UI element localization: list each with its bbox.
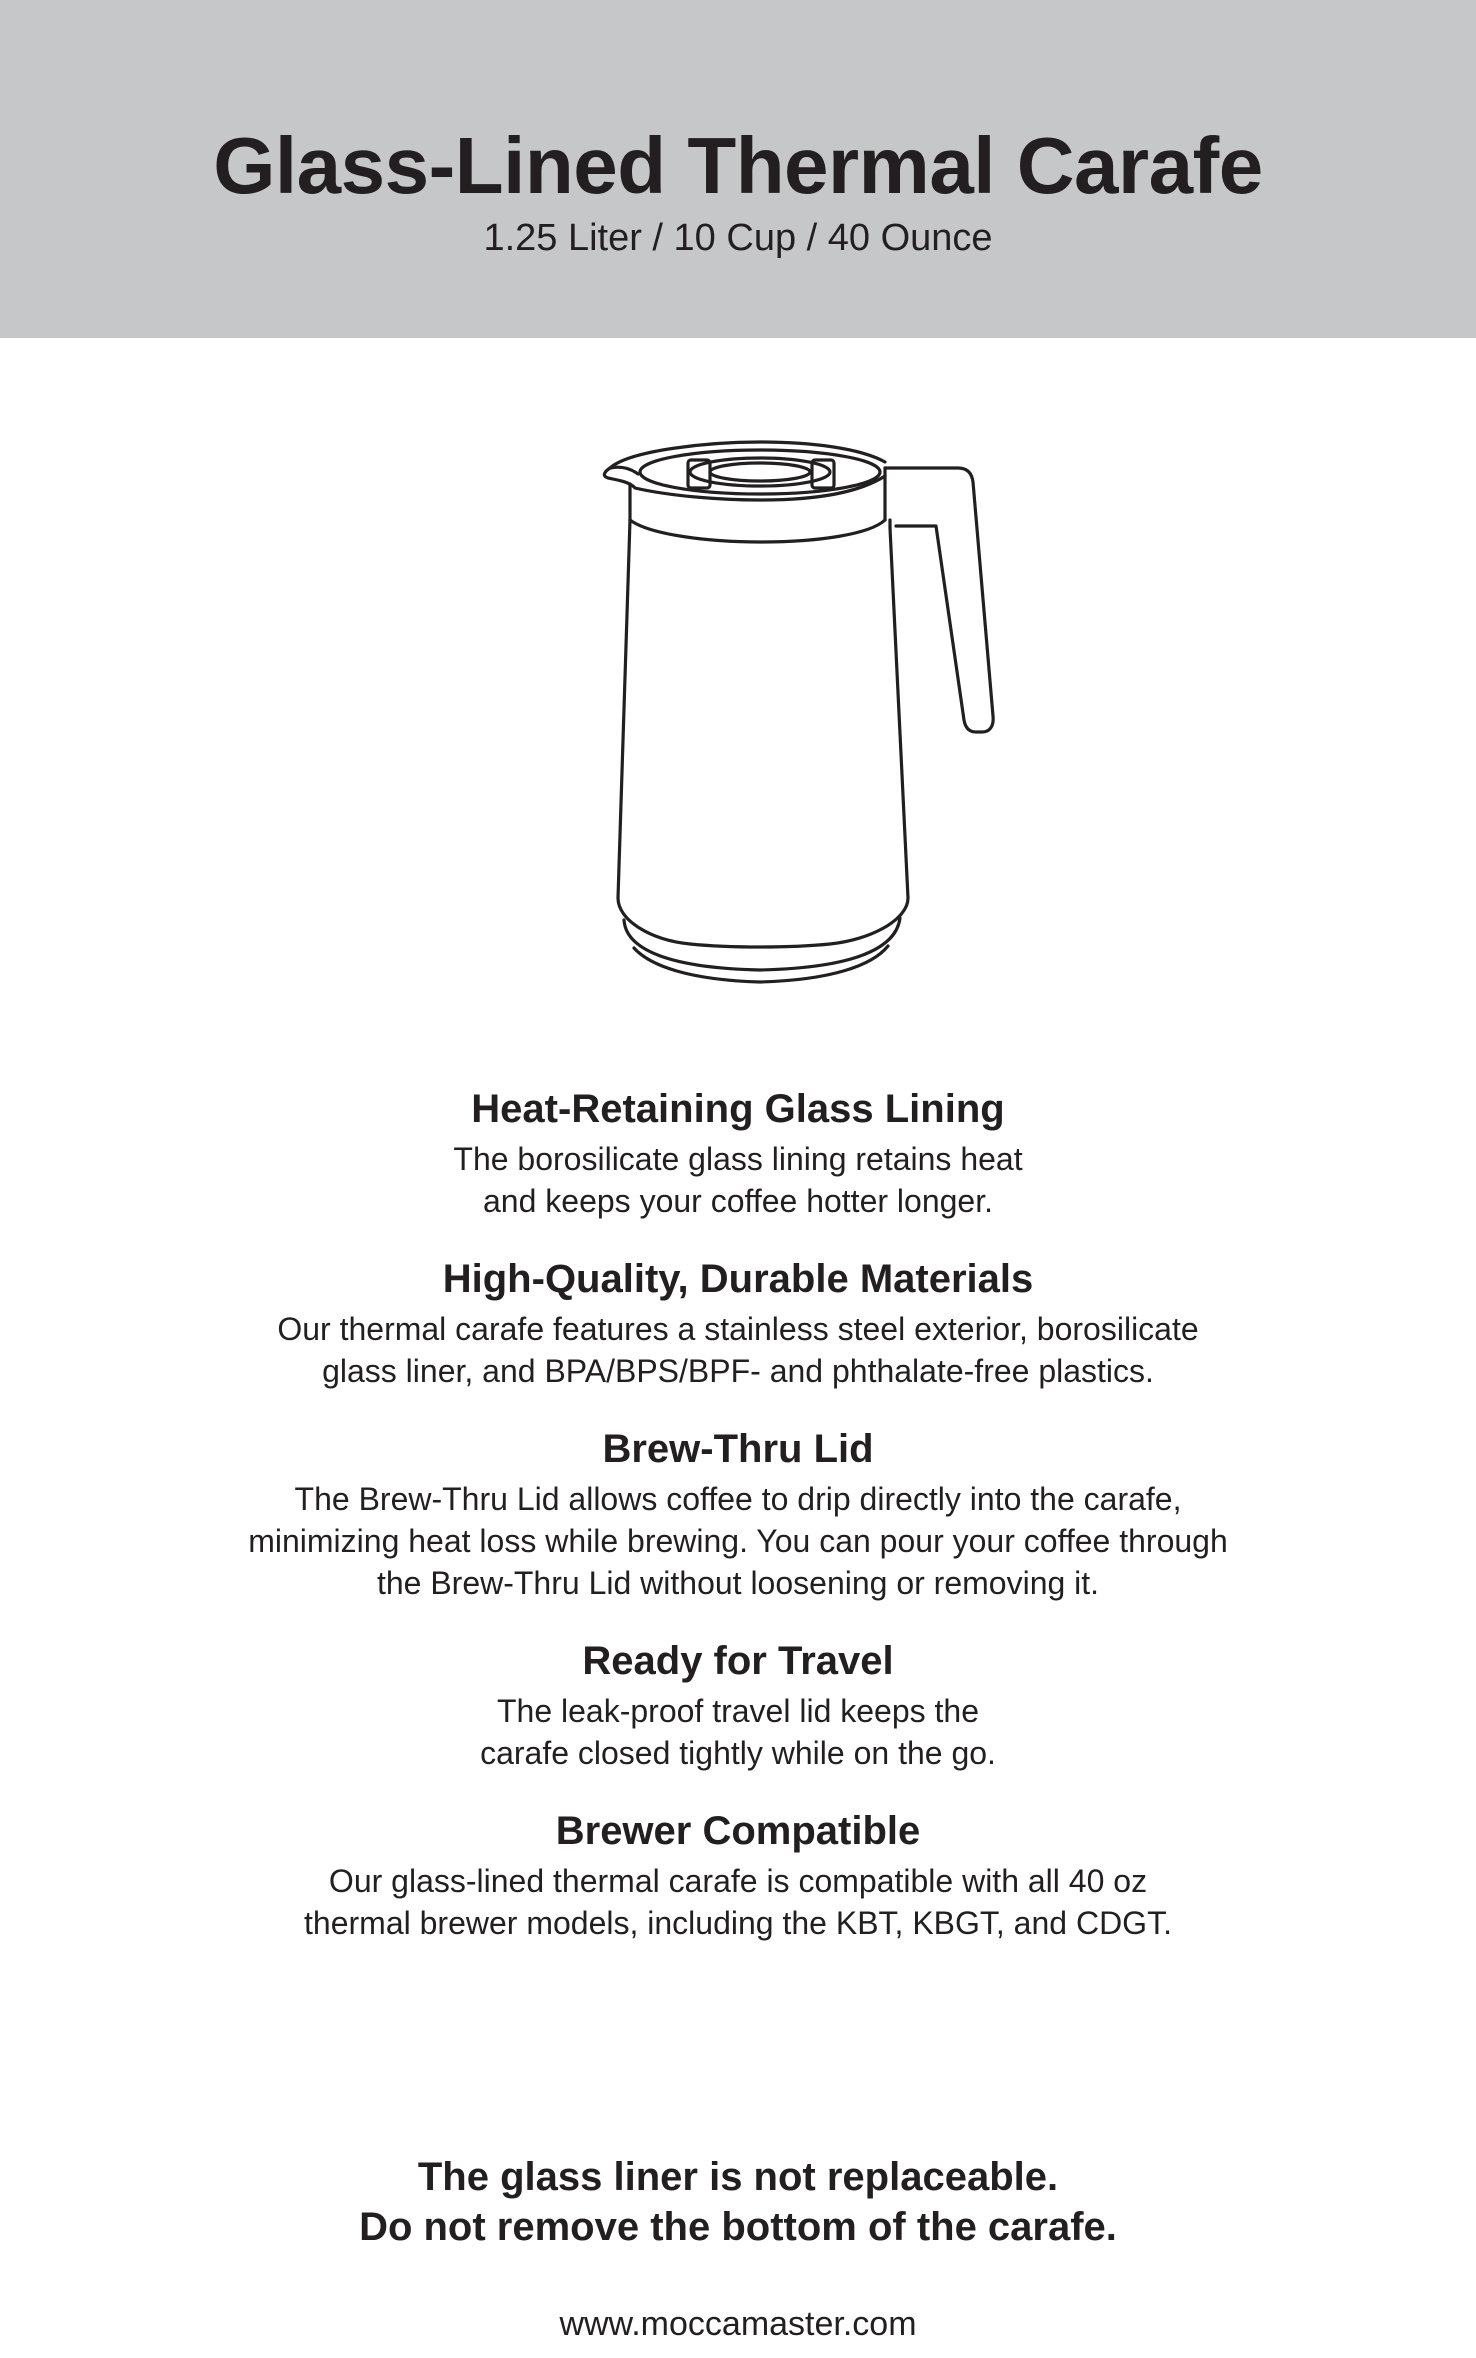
feature-list [0,1080,1476,1972]
feature-travel [0,1632,1476,1774]
feature-glass-lining [0,1080,1476,1222]
feature-title: Brew-Thru Lid [602,1427,874,1471]
feature-description: Our thermal carafe features a stainless steel exterior, borosilicate glass liner, and BPA/BPS/BPF- and phthalate-free plastics. [277,1311,1199,1389]
feature-title: Heat-Retaining Glass Lining [471,1087,1005,1131]
feature-title: Ready for Travel [582,1639,894,1683]
feature-materials [0,1250,1476,1392]
feature-description: The borosilicate glass lining retains heat and keeps your coffee hotter longer. [453,1141,1023,1219]
feature-brew-thru-lid [0,1420,1476,1604]
website-link[interactable]: www.moccamaster.com [559,2305,917,2343]
page-subtitle: 1.25 Liter / 10 Cup / 40 Ounce [483,217,993,259]
notice-line-1: The glass liner is not replaceable. [417,2155,1059,2199]
thermal-carafe-icon [590,420,1010,1000]
warning-notice [0,2152,1476,2252]
notice-line-2: Do not remove the bottom of the carafe. [359,2205,1117,2249]
feature-brewer-compatible [0,1802,1476,1944]
feature-description: The leak-proof travel lid keeps the carafe closed tightly while on the go. [480,1693,996,1771]
header-banner [0,0,1476,338]
feature-title: Brewer Compatible [555,1809,921,1853]
feature-description: Our glass-lined thermal carafe is compatible with all 40 oz thermal brewer models, including the KBT, KBGT, and CDGT. [304,1863,1172,1941]
feature-title: High-Quality, Durable Materials [442,1257,1034,1301]
feature-description: The Brew-Thru Lid allows coffee to drip directly into the carafe, minimizing heat loss while brewing. You can pour your coffee through the Brew-Thru Lid without loosening or removing it. [248,1481,1228,1601]
page-title: Glass-Lined Thermal Carafe [213,121,1263,210]
